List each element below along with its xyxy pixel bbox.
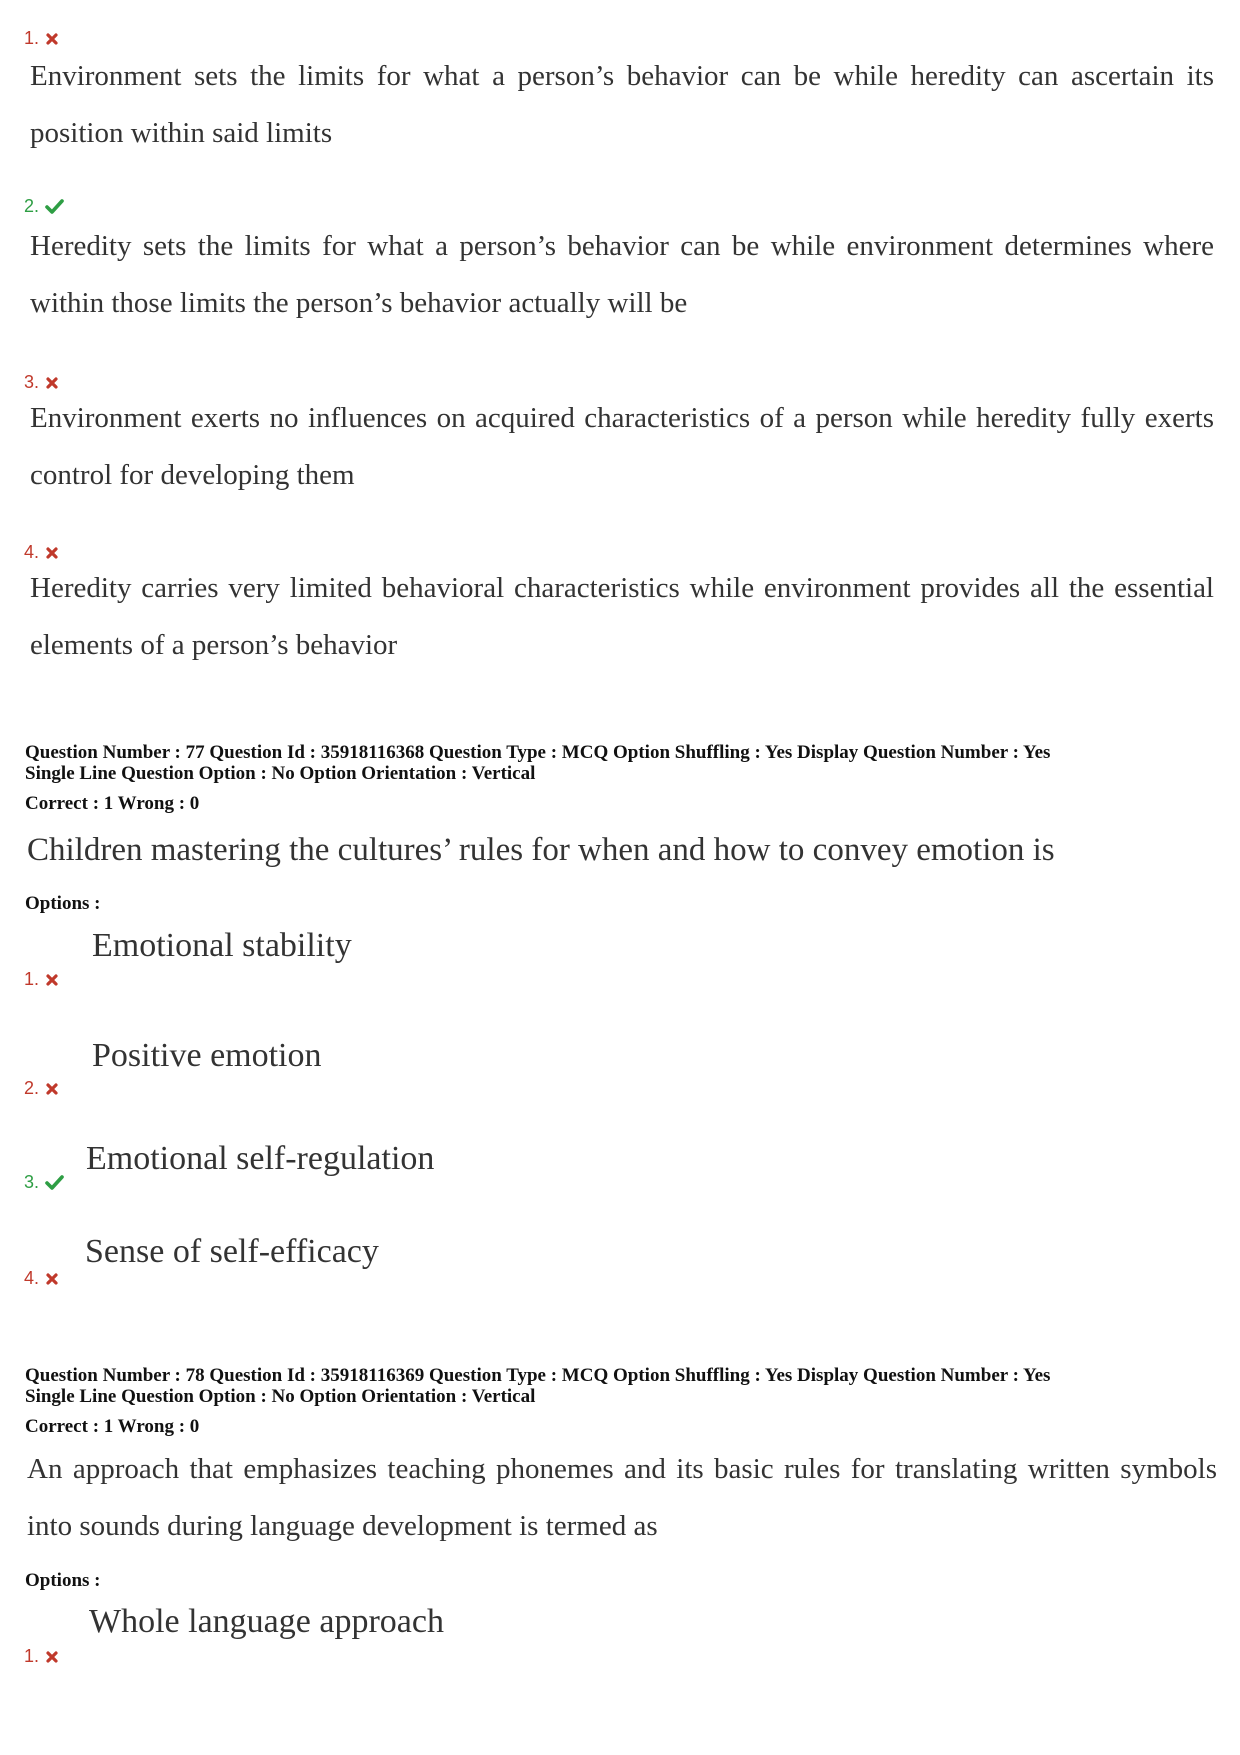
cross-icon: [45, 1272, 59, 1286]
option-number: 3.: [24, 372, 40, 392]
option-marker: [24, 28, 59, 49]
option-marker: [24, 1078, 59, 1099]
cross-icon: [45, 32, 59, 46]
option-text: Environment sets the limits for what a person’s behavior can be while heredity can ascertain its position within said limits: [30, 60, 1214, 149]
option-number: 1.: [24, 969, 40, 989]
option-text: Heredity carries very limited behavioral characteristics while environment provides all the essential elements of a person’s behavior: [30, 572, 1214, 661]
option-number: 4.: [24, 542, 40, 562]
cross-icon: [45, 973, 59, 987]
option-marker: [24, 1268, 59, 1289]
option-text: Whole language approach: [89, 1603, 444, 1640]
question-meta-line1: Question Number : 77 Question Id : 35918116368 Question Type : MCQ Option Shuffling : Yes Display Question Number : Yes: [25, 742, 1051, 763]
cross-icon: [45, 1650, 59, 1664]
option-text: Emotional self-regulation: [86, 1140, 435, 1177]
options-label: Options :: [25, 1570, 101, 1591]
options-label: Options :: [25, 893, 101, 914]
option-number: 1.: [24, 1646, 40, 1666]
check-icon: [45, 198, 65, 215]
question-text: An approach that emphasizes teaching phonemes and its basic rules for translating written symbols into sounds during language development is termed as: [27, 1453, 1217, 1542]
cross-icon: [45, 376, 59, 390]
question-meta-line2: Single Line Question Option : No Option Orientation : Vertical: [25, 763, 536, 784]
option-marker: [24, 969, 59, 990]
question-text: Children mastering the cultures’ rules for when and how to convey emotion is: [27, 832, 1055, 868]
option-marker: [24, 1172, 65, 1193]
option-text: Environment exerts no influences on acquired characteristics of a person while heredity fully exerts control for developing them: [30, 402, 1214, 491]
option-number: 2.: [24, 1078, 40, 1098]
question-marks: Correct : 1 Wrong : 0: [25, 793, 200, 814]
option-number: 3.: [24, 1172, 40, 1192]
option-text: Emotional stability: [92, 927, 352, 964]
option-marker: [24, 196, 65, 217]
option-number: 2.: [24, 196, 40, 216]
question-meta-line2: Single Line Question Option : No Option Orientation : Vertical: [25, 1386, 536, 1407]
option-number: 4.: [24, 1268, 40, 1288]
option-text: Positive emotion: [92, 1037, 322, 1074]
option-marker: [24, 1646, 59, 1667]
cross-icon: [45, 546, 59, 560]
question-marks: Correct : 1 Wrong : 0: [25, 1416, 200, 1437]
check-icon: [45, 1174, 65, 1191]
option-text: Sense of self-efficacy: [85, 1233, 379, 1270]
question-meta-line1: Question Number : 78 Question Id : 35918116369 Question Type : MCQ Option Shuffling : Yes Display Question Number : Yes: [25, 1365, 1051, 1386]
option-number: 1.: [24, 28, 40, 48]
cross-icon: [45, 1082, 59, 1096]
option-text: Heredity sets the limits for what a person’s behavior can be while environment determines where within those limits the person’s behavior actually will be: [30, 230, 1214, 319]
